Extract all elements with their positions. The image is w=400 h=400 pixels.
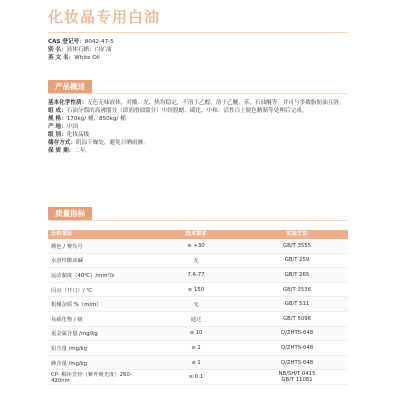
test-method-line: Q/ZHTS-048 xyxy=(280,344,314,351)
overview-divider xyxy=(48,93,348,94)
composition-value: 石油分馏的高沸馏分（即润滑油馏分）中经脱蜡、磺化、中和、活性白土脱色精制等处理后完成。 xyxy=(66,108,308,114)
quality-table xyxy=(48,230,348,385)
basic-property-row xyxy=(48,99,348,107)
shelf-life-label: 保 质 期： xyxy=(48,148,75,154)
origin-row xyxy=(48,123,348,131)
test-method-line: GB/T 5096 xyxy=(283,315,311,322)
test-method-line: GB/T 259 xyxy=(284,257,310,264)
table-row xyxy=(48,312,348,327)
cell-analysis-item: 重金属含量 /mg/kg xyxy=(51,331,98,338)
header-requirement: 技术要求 xyxy=(185,231,207,237)
test-method-line: GB/T 3536 xyxy=(283,286,311,293)
cell-test-method xyxy=(246,360,348,366)
shelf-life-value: 二年。 xyxy=(74,148,92,154)
cell-analysis-item: 水溶性酸或碱 xyxy=(51,258,83,265)
cell-requirement: ≤ 1 xyxy=(191,359,201,366)
cell-analysis-item: 颜色 / 赛氏号 xyxy=(51,243,83,250)
storage-row xyxy=(48,139,348,147)
english-name-row xyxy=(48,54,114,62)
cas-value: 8042-47-5 xyxy=(84,39,114,45)
cell-test-method xyxy=(246,243,348,249)
section-quality-header: 质量指标 xyxy=(48,207,92,220)
table-row xyxy=(48,327,348,342)
cell-test-method xyxy=(246,272,348,278)
packaging-label: 规 格： xyxy=(48,116,67,122)
cell-requirement: 7.6-77 xyxy=(187,271,205,278)
cell-requirement: ≤ 10 xyxy=(189,330,203,337)
test-method-line: GB/T 265 xyxy=(284,271,310,278)
table-row xyxy=(48,268,348,283)
alias-value: 液体石蜡；白矿油 xyxy=(66,47,112,53)
table-row xyxy=(48,370,348,385)
table-row xyxy=(48,297,348,312)
table-row xyxy=(48,239,348,254)
test-method-line: GB/T 511 xyxy=(284,301,310,308)
packaging-row xyxy=(48,115,348,123)
header-test-method: 实验方法 xyxy=(286,231,308,237)
cell-analysis-item: 易碳化物 / 级 xyxy=(51,316,83,323)
shelf-life-row xyxy=(48,147,348,155)
test-method-line: NB/SH/T 0415 xyxy=(278,371,316,378)
info-block xyxy=(48,38,114,62)
cas-row xyxy=(48,38,114,46)
cell-analysis-item: 铅含量 /mg/kg xyxy=(51,345,88,352)
cell-requirement: ≤ 0.1 xyxy=(188,374,204,381)
header-analysis-item: 分析项目 xyxy=(51,231,73,237)
origin-label: 产 地： xyxy=(48,124,67,130)
cell-requirement: 通过 xyxy=(190,316,202,323)
cell-requirement: 无 xyxy=(193,302,199,309)
cell-analysis-item: 运动黏度（40℃）/mm²/s xyxy=(51,272,115,279)
packaging-value: 170kg/ 桶、850kg/ 桶 xyxy=(66,116,126,122)
cell-analysis-item: CP- 稠环芳烃（紫外吸光度）260-420nm xyxy=(51,372,132,385)
cas-label: CAS 登记号： xyxy=(48,39,85,45)
grade-row xyxy=(48,131,348,139)
cell-test-method xyxy=(246,301,348,307)
composition-label: 组 成： xyxy=(48,108,67,114)
table-row xyxy=(48,283,348,298)
grade-value: 化妆品级 xyxy=(66,132,90,138)
cell-test-method xyxy=(246,316,348,322)
basic-property-label: 基本化学性质： xyxy=(48,100,88,106)
title-divider xyxy=(48,32,348,33)
table-row xyxy=(48,356,348,371)
test-method-line: Q/ZHTS-048 xyxy=(280,330,314,337)
quality-divider xyxy=(48,220,348,221)
storage-label: 储存方式： xyxy=(48,140,76,146)
cell-requirement: ≥ +30 xyxy=(187,242,205,249)
cell-analysis-item: 机械杂质 %（m/m） xyxy=(51,302,102,309)
composition-row xyxy=(48,107,348,115)
section-overview-header: 产品概述 xyxy=(48,80,92,93)
alias-row xyxy=(48,46,114,54)
origin-value: 中国 xyxy=(66,124,78,130)
cell-requirement: ≥ 150 xyxy=(187,286,205,293)
table-row xyxy=(48,341,348,356)
cell-requirement: ≤ 1 xyxy=(191,344,201,351)
cell-requirement: 无 xyxy=(193,258,199,265)
english-name-value: White Oil xyxy=(74,55,100,61)
cell-analysis-item: 砷含量 /mg/kg xyxy=(51,360,88,367)
english-name-label: 英 文 名： xyxy=(48,55,75,61)
table-body xyxy=(48,239,348,385)
cell-analysis-item: 闪点（开口）/ ℃ xyxy=(51,287,93,294)
storage-value: 阴凉干燥处，避免日晒雨淋。 xyxy=(75,140,149,146)
cell-test-method xyxy=(246,330,348,336)
cell-test-method xyxy=(246,371,348,383)
test-method-line: GB/T 3555 xyxy=(283,242,311,249)
cell-test-method xyxy=(246,345,348,351)
overview-properties xyxy=(48,99,348,155)
page-title: 化妆品专用白油 xyxy=(48,8,161,26)
cell-test-method xyxy=(246,287,348,293)
alias-label: 别 名： xyxy=(48,47,67,53)
table-row xyxy=(48,254,348,269)
basic-property-value: 无色无味液体，对酸、光、热均稳定，不溶于乙醇，溶于乙醚、苯、石油醚等，并可与多数脂肪油互溶。 xyxy=(87,100,345,106)
table-header xyxy=(48,230,348,239)
grade-label: 级 别： xyxy=(48,132,67,138)
test-method-line: GB/T 11081 xyxy=(281,377,313,384)
cell-test-method xyxy=(246,257,348,263)
test-method-line: Q/ZHTS-048 xyxy=(280,359,314,366)
